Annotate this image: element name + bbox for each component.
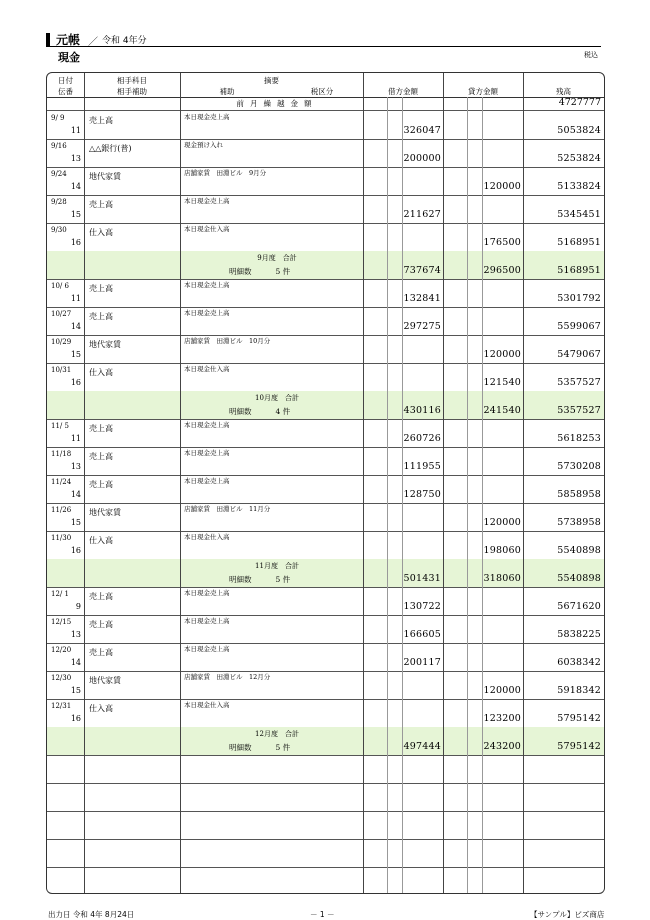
- voucher-number: 14: [70, 322, 81, 331]
- column-divider: [84, 73, 85, 894]
- entry-date: 12/15: [51, 618, 72, 626]
- debit-amount: 501431: [403, 573, 441, 584]
- credit-amount: 198060: [483, 545, 521, 556]
- subtotal-count: [229, 406, 290, 417]
- count-value: 5 件: [275, 267, 291, 276]
- voucher-number: 16: [70, 378, 81, 387]
- balance-amount: 5168951: [557, 237, 601, 248]
- entry-date: 12/ 1: [51, 590, 69, 598]
- credit-amount: 120000: [483, 349, 521, 360]
- balance-amount: 5618253: [557, 433, 601, 444]
- entry-date: 11/30: [51, 534, 72, 542]
- empty-row: [47, 755, 604, 784]
- memo-text: 本日現金仕入高: [184, 701, 230, 709]
- count-label: 明細数: [229, 575, 252, 584]
- memo-text: 本日現金売上高: [184, 421, 230, 429]
- counter-account: △△銀行(普): [89, 144, 132, 153]
- debit-amount: 166605: [403, 629, 441, 640]
- page-number: － 1 －: [310, 910, 335, 919]
- balance-amount: 5253824: [557, 153, 601, 164]
- memo-text: 本日現金売上高: [184, 197, 230, 205]
- memo-text: 本日現金売上高: [184, 113, 230, 121]
- subtotal-label: 11月度 合計: [255, 562, 299, 570]
- debit-amount: 497444: [403, 741, 441, 752]
- subtotal-count: [229, 742, 290, 753]
- column-divider: [402, 97, 403, 894]
- fiscal-period: 令和 4年分: [102, 36, 147, 46]
- debit-amount: 111955: [403, 461, 441, 472]
- balance-amount: 5671620: [557, 601, 601, 612]
- voucher-number: 15: [70, 350, 81, 359]
- balance-amount: 5540898: [557, 545, 601, 556]
- memo-text: 店舗家賃 田淵ビル 11月分: [184, 505, 271, 513]
- counter-account: 売上高: [89, 312, 113, 321]
- entry-date: 11/ 5: [51, 422, 69, 430]
- entry-date: 10/31: [51, 366, 72, 374]
- empty-row: [47, 867, 604, 894]
- subtotal-row: [47, 559, 604, 588]
- entry-date: 9/28: [51, 198, 67, 206]
- subtotal-label: 10月度 合計: [255, 394, 299, 402]
- debit-amount: 132841: [403, 293, 441, 304]
- subtotal-row: [47, 251, 604, 280]
- voucher-number: 13: [70, 462, 81, 471]
- counter-account: 仕入高: [89, 536, 113, 545]
- header-debit: 借方金額: [388, 87, 418, 96]
- voucher-number: 15: [70, 686, 81, 695]
- balance-amount: 5357527: [557, 405, 601, 416]
- debit-amount: 297275: [403, 321, 441, 332]
- subtotal-count: [229, 574, 290, 585]
- credit-amount: 120000: [483, 517, 521, 528]
- table-row: [47, 531, 604, 560]
- memo-text: 本日現金仕入高: [184, 533, 230, 541]
- tax-note: 税込: [584, 51, 598, 59]
- debit-amount: 430116: [403, 405, 441, 416]
- memo-text: 本日現金売上高: [184, 281, 230, 289]
- memo-text: 本日現金売上高: [184, 645, 230, 653]
- voucher-number: 14: [70, 182, 81, 191]
- credit-amount: 296500: [483, 265, 521, 276]
- entry-date: 9/24: [51, 170, 67, 178]
- balance-amount: 5540898: [557, 573, 601, 584]
- balance-amount: 5838225: [557, 629, 601, 640]
- header-date: 日付: [58, 76, 73, 85]
- counter-account: 売上高: [89, 200, 113, 209]
- memo-text: 店舗家賃 田淵ビル 12月分: [184, 673, 271, 681]
- debit-amount: 211627: [403, 209, 441, 220]
- entry-date: 9/ 9: [51, 114, 65, 122]
- output-date: 出力日 令和 4年 8月24日: [48, 910, 135, 919]
- header-sub: 補助: [219, 87, 235, 96]
- carry-forward-label: 前月繰越金額: [236, 99, 318, 108]
- credit-amount: 243200: [483, 741, 521, 752]
- counter-account: 仕入高: [89, 368, 113, 377]
- counter-account: 売上高: [89, 648, 113, 657]
- balance-amount: 5053824: [557, 125, 601, 136]
- voucher-number: 16: [70, 546, 81, 555]
- header-counter-account: 相手科目: [117, 76, 147, 85]
- carry-forward-row: [47, 97, 604, 111]
- table-row: [47, 643, 604, 672]
- column-divider: [443, 73, 444, 894]
- entry-date: 9/30: [51, 226, 67, 234]
- balance-amount: 5357527: [557, 377, 601, 388]
- voucher-number: 13: [70, 154, 81, 163]
- counter-account: 地代家賃: [89, 340, 121, 349]
- table-row: [47, 139, 604, 168]
- credit-amount: 241540: [483, 405, 521, 416]
- title-mark: [46, 33, 50, 46]
- carry-forward-balance: 4727777: [558, 97, 601, 108]
- counter-account: 売上高: [89, 620, 113, 629]
- entry-date: 11/18: [51, 450, 72, 458]
- subtotal-count: [229, 266, 290, 277]
- entry-date: 10/27: [51, 310, 72, 318]
- voucher-number: 15: [70, 210, 81, 219]
- counter-account: 売上高: [89, 480, 113, 489]
- voucher-number: 11: [70, 434, 81, 443]
- balance-amount: 5795142: [557, 741, 601, 752]
- table-row: [47, 447, 604, 476]
- column-divider: [180, 73, 181, 894]
- credit-amount: 120000: [483, 685, 521, 696]
- balance-amount: 5795142: [557, 713, 601, 724]
- memo-text: 本日現金売上高: [184, 477, 230, 485]
- entry-date: 11/26: [51, 506, 72, 514]
- entry-date: 10/ 6: [51, 282, 69, 290]
- header-voucher: 伝番: [58, 87, 73, 96]
- counter-account: 仕入高: [89, 228, 113, 237]
- debit-amount: 326047: [403, 125, 441, 136]
- balance-amount: 5730208: [557, 461, 601, 472]
- table-row: [47, 111, 604, 140]
- credit-amount: 123200: [483, 713, 521, 724]
- entry-date: 11/24: [51, 478, 72, 486]
- balance-amount: 5345451: [557, 209, 601, 220]
- voucher-number: 14: [70, 658, 81, 667]
- memo-text: 本日現金売上高: [184, 589, 230, 597]
- count-label: 明細数: [229, 267, 252, 276]
- table-row: [47, 419, 604, 448]
- balance-amount: 5858958: [557, 489, 601, 500]
- memo-text: 現金預け入れ: [184, 141, 223, 149]
- table-row: [47, 615, 604, 644]
- debit-amount: 130722: [403, 601, 441, 612]
- balance-amount: 5133824: [557, 181, 601, 192]
- page-title: 元帳: [56, 33, 81, 47]
- credit-amount: 176500: [483, 237, 521, 248]
- voucher-number: 13: [70, 630, 81, 639]
- voucher-number: 14: [70, 490, 81, 499]
- column-divider: [482, 97, 483, 894]
- table-header: [47, 73, 604, 98]
- table-row: [47, 335, 604, 364]
- voucher-number: 15: [70, 518, 81, 527]
- debit-amount: 200000: [403, 153, 441, 164]
- count-value: 4 件: [275, 407, 291, 416]
- voucher-number: 11: [70, 126, 81, 135]
- counter-account: 売上高: [89, 424, 113, 433]
- balance-amount: 5168951: [557, 265, 601, 276]
- balance-amount: 5738958: [557, 517, 601, 528]
- ledger-table: [46, 72, 605, 894]
- company-name: 【サンプル】ビズ商店: [530, 910, 605, 919]
- memo-text: 本日現金仕入高: [184, 365, 230, 373]
- counter-account: 売上高: [89, 452, 113, 461]
- memo-text: 店舗家賃 田淵ビル 10月分: [184, 337, 271, 345]
- debit-amount: 260726: [403, 433, 441, 444]
- table-row: [47, 307, 604, 336]
- count-label: 明細数: [229, 407, 252, 416]
- debit-amount: 200117: [403, 657, 441, 668]
- balance-amount: 5301792: [557, 293, 601, 304]
- account-name: 現金: [58, 51, 80, 64]
- count-value: 5 件: [275, 575, 291, 584]
- entry-date: 12/31: [51, 702, 72, 710]
- balance-amount: 5599067: [557, 321, 601, 332]
- memo-text: 本日現金仕入高: [184, 225, 230, 233]
- header-memo: 摘要: [264, 76, 279, 85]
- title-bar: [46, 33, 601, 47]
- empty-row: [47, 839, 604, 868]
- subtotal-row: [47, 391, 604, 420]
- counter-account: 地代家賃: [89, 172, 121, 181]
- memo-text: 本日現金売上高: [184, 309, 230, 317]
- empty-row: [47, 783, 604, 812]
- counter-account: 仕入高: [89, 704, 113, 713]
- balance-amount: 5479067: [557, 349, 601, 360]
- memo-text: 本日現金売上高: [184, 617, 230, 625]
- table-row: [47, 671, 604, 700]
- column-divider: [387, 97, 388, 894]
- header-credit: 貸方金額: [468, 87, 498, 96]
- voucher-number: 16: [70, 238, 81, 247]
- table-row: [47, 699, 604, 728]
- title-separator: ／: [88, 37, 98, 48]
- balance-amount: 5918342: [557, 685, 601, 696]
- count-value: 5 件: [275, 743, 291, 752]
- table-row: [47, 167, 604, 196]
- credit-amount: 121540: [483, 377, 521, 388]
- table-row: [47, 195, 604, 224]
- voucher-number: 9: [75, 602, 81, 611]
- memo-text: 店舗家賃 田淵ビル 9月分: [184, 169, 267, 177]
- empty-row: [47, 811, 604, 840]
- entry-date: 12/20: [51, 646, 72, 654]
- table-row: [47, 279, 604, 308]
- entry-date: 12/30: [51, 674, 72, 682]
- counter-account: 売上高: [89, 284, 113, 293]
- debit-amount: 128750: [403, 489, 441, 500]
- credit-amount: 120000: [483, 181, 521, 192]
- credit-amount: 318060: [483, 573, 521, 584]
- table-row: [47, 475, 604, 504]
- subtotal-label: 12月度 合計: [255, 730, 299, 738]
- column-divider: [363, 73, 364, 894]
- subtotal-row: [47, 727, 604, 756]
- entry-date: 9/16: [51, 142, 67, 150]
- counter-account: 地代家賃: [89, 676, 121, 685]
- entry-date: 10/29: [51, 338, 72, 346]
- table-row: [47, 363, 604, 392]
- table-row: [47, 503, 604, 532]
- count-label: 明細数: [229, 743, 252, 752]
- counter-account: 地代家賃: [89, 508, 121, 517]
- balance-amount: 6038342: [557, 657, 601, 668]
- memo-text: 本日現金売上高: [184, 449, 230, 457]
- counter-account: 売上高: [89, 592, 113, 601]
- counter-account: 売上高: [89, 116, 113, 125]
- voucher-number: 16: [70, 714, 81, 723]
- table-row: [47, 587, 604, 616]
- subtotal-label: 9月度 合計: [257, 254, 297, 262]
- header-balance: 残高: [556, 87, 571, 96]
- column-divider: [467, 97, 468, 894]
- column-divider: [523, 73, 524, 894]
- debit-amount: 737674: [403, 265, 441, 276]
- table-row: [47, 223, 604, 252]
- voucher-number: 11: [70, 294, 81, 303]
- header-tax: 税区分: [310, 87, 334, 96]
- header-counter-sub: 相手補助: [117, 87, 147, 96]
